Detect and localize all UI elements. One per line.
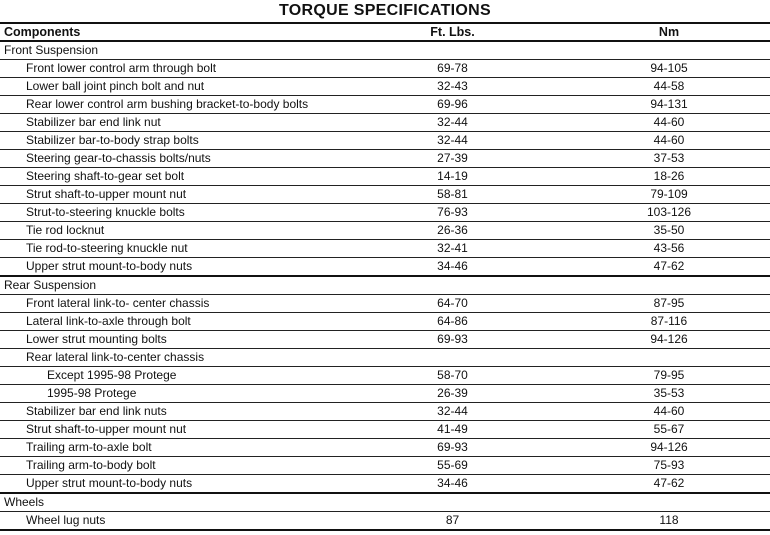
component-name: Front lower control arm through bolt [0, 60, 337, 78]
table-row [0, 204, 770, 222]
ft-lbs-value: 32-44 [337, 403, 568, 421]
component-name: Stabilizer bar end link nut [0, 114, 337, 132]
ft-lbs-value: 58-81 [337, 186, 568, 204]
section-label: Rear Suspension [0, 276, 337, 295]
nm-value: 44-60 [568, 132, 770, 150]
ft-lbs-value: 69-96 [337, 96, 568, 114]
nm-value [568, 276, 770, 295]
nm-value: 44-60 [568, 114, 770, 132]
component-name: Tie rod locknut [0, 222, 337, 240]
ft-lbs-value: 32-44 [337, 132, 568, 150]
nm-value: 47-62 [568, 475, 770, 494]
nm-value: 94-131 [568, 96, 770, 114]
table-row [0, 349, 770, 367]
ft-lbs-value: 14-19 [337, 168, 568, 186]
section-row [0, 276, 770, 295]
table-row [0, 475, 770, 494]
ft-lbs-value: 87 [337, 512, 568, 531]
ft-lbs-value: 41-49 [337, 421, 568, 439]
nm-value [568, 41, 770, 60]
table-row [0, 331, 770, 349]
nm-value: 103-126 [568, 204, 770, 222]
ft-lbs-value: 26-39 [337, 385, 568, 403]
table-row [0, 168, 770, 186]
section-label: Front Suspension [0, 41, 337, 60]
nm-value: 94-105 [568, 60, 770, 78]
ft-lbs-value [337, 349, 568, 367]
torque-table [0, 22, 770, 531]
ft-lbs-value: 34-46 [337, 475, 568, 494]
nm-value: 44-60 [568, 403, 770, 421]
component-name: Upper strut mount-to-body nuts [0, 258, 337, 277]
ft-lbs-value: 34-46 [337, 258, 568, 277]
nm-value [568, 493, 770, 512]
table-row [0, 132, 770, 150]
ft-lbs-value [337, 41, 568, 60]
ft-lbs-value [337, 276, 568, 295]
nm-value: 55-67 [568, 421, 770, 439]
ft-lbs-value: 76-93 [337, 204, 568, 222]
component-name: Stabilizer bar end link nuts [0, 403, 337, 421]
component-name: Stabilizer bar-to-body strap bolts [0, 132, 337, 150]
header-ft-lbs: Ft. Lbs. [337, 23, 568, 41]
ft-lbs-value: 69-78 [337, 60, 568, 78]
ft-lbs-value: 32-44 [337, 114, 568, 132]
nm-value: 79-95 [568, 367, 770, 385]
component-name: Rear lateral link-to-center chassis [0, 349, 337, 367]
header-components: Components [0, 23, 337, 41]
component-name: Strut shaft-to-upper mount nut [0, 421, 337, 439]
section-row [0, 493, 770, 512]
page-title: TORQUE SPECIFICATIONS [279, 2, 491, 19]
nm-value: 75-93 [568, 457, 770, 475]
table-row [0, 457, 770, 475]
nm-value: 35-53 [568, 385, 770, 403]
component-name: 1995-98 Protege [0, 385, 337, 403]
ft-lbs-value: 69-93 [337, 439, 568, 457]
component-name: Steering shaft-to-gear set bolt [0, 168, 337, 186]
nm-value: 43-56 [568, 240, 770, 258]
nm-value: 44-58 [568, 78, 770, 96]
ft-lbs-value: 32-43 [337, 78, 568, 96]
component-name: Rear lower control arm bushing bracket-to-body bolts [0, 96, 337, 114]
nm-value: 94-126 [568, 439, 770, 457]
component-name: Except 1995-98 Protege [0, 367, 337, 385]
header-row [0, 23, 770, 41]
nm-value: 79-109 [568, 186, 770, 204]
header-nm: Nm [568, 23, 770, 41]
ft-lbs-value: 26-36 [337, 222, 568, 240]
ft-lbs-value: 32-41 [337, 240, 568, 258]
table-row [0, 313, 770, 331]
component-name: Upper strut mount-to-body nuts [0, 475, 337, 494]
ft-lbs-value: 69-93 [337, 331, 568, 349]
component-name: Lower ball joint pinch bolt and nut [0, 78, 337, 96]
table-row [0, 385, 770, 403]
table-row [0, 240, 770, 258]
table-row [0, 439, 770, 457]
nm-value: 47-62 [568, 258, 770, 277]
table-row [0, 150, 770, 168]
nm-value: 37-53 [568, 150, 770, 168]
table-row [0, 258, 770, 277]
table-row [0, 60, 770, 78]
nm-value: 35-50 [568, 222, 770, 240]
component-name: Steering gear-to-chassis bolts/nuts [0, 150, 337, 168]
component-name: Trailing arm-to-body bolt [0, 457, 337, 475]
ft-lbs-value: 64-70 [337, 295, 568, 313]
ft-lbs-value: 64-86 [337, 313, 568, 331]
component-name: Front lateral link-to- center chassis [0, 295, 337, 313]
nm-value: 94-126 [568, 331, 770, 349]
ft-lbs-value: 27-39 [337, 150, 568, 168]
ft-lbs-value: 55-69 [337, 457, 568, 475]
component-name: Lower strut mounting bolts [0, 331, 337, 349]
ft-lbs-value [337, 493, 568, 512]
component-name: Strut shaft-to-upper mount nut [0, 186, 337, 204]
ft-lbs-value: 58-70 [337, 367, 568, 385]
nm-value: 118 [568, 512, 770, 531]
table-row [0, 186, 770, 204]
component-name: Trailing arm-to-axle bolt [0, 439, 337, 457]
section-label: Wheels [0, 493, 337, 512]
nm-value [568, 349, 770, 367]
nm-value: 87-116 [568, 313, 770, 331]
nm-value: 87-95 [568, 295, 770, 313]
table-row [0, 295, 770, 313]
table-row [0, 421, 770, 439]
component-name: Strut-to-steering knuckle bolts [0, 204, 337, 222]
table-row [0, 78, 770, 96]
nm-value: 18-26 [568, 168, 770, 186]
section-row [0, 41, 770, 60]
table-row [0, 222, 770, 240]
table-row [0, 96, 770, 114]
component-name: Wheel lug nuts [0, 512, 337, 531]
table-body [0, 41, 770, 530]
table-row [0, 367, 770, 385]
component-name: Tie rod-to-steering knuckle nut [0, 240, 337, 258]
table-row [0, 403, 770, 421]
table-row [0, 512, 770, 531]
table-row [0, 114, 770, 132]
component-name: Lateral link-to-axle through bolt [0, 313, 337, 331]
